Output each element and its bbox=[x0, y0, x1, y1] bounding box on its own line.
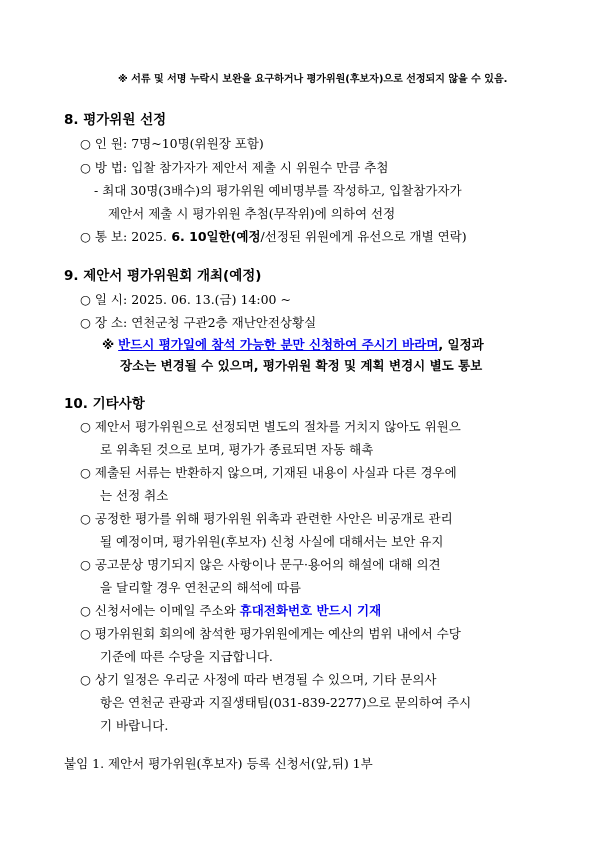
sec9-warning-line-1 bbox=[102, 335, 484, 353]
sec8-method-detail-1: - 최대 30명(3배수)의 평가위원 예비명부를 작성하고, 입찰참가자가 bbox=[94, 183, 462, 198]
sec8-members: ○ 인 원: 7명~10명(위원장 포함) bbox=[80, 136, 264, 151]
sec10-item-2-line-2: 는 선정 취소 bbox=[100, 488, 169, 503]
sec8-method: ○ 방 법: 입찰 참가자가 제안서 제출 시 위원수 만큼 추첨 bbox=[80, 160, 389, 175]
sec10-item-7-line-1: ○ 상기 일정은 우리군 사정에 따라 변경될 수 있으며, 기타 문의사 bbox=[80, 672, 437, 687]
sec10-item-5-highlight: 휴대전화번호 반드시 기재 bbox=[239, 603, 382, 618]
sec9-datetime: ○ 일 시: 2025. 06. 13.(금) 14:00 ~ bbox=[80, 292, 291, 307]
attachment-line: 붙임 1. 제안서 평가위원(후보자) 등록 신청서(앞,뒤) 1부 bbox=[64, 756, 373, 771]
sec10-item-4-line-1: ○ 공고문상 명기되지 않은 사항이나 문구·용어의 해설에 대해 의견 bbox=[80, 557, 441, 572]
section-10-title: 10. 기타사항 bbox=[64, 396, 145, 412]
sec9-location: ○ 장 소: 연천군청 구관2층 재난안전상황실 bbox=[80, 315, 317, 330]
sec10-item-4-line-2: 을 달리할 경우 연천군의 해석에 따름 bbox=[100, 580, 301, 595]
section-9-title: 9. 제안서 평가위원회 개최(예정) bbox=[64, 268, 262, 284]
sec10-item-7-line-3: 기 바랍니다. bbox=[100, 718, 169, 733]
sec10-item-2-line-1: ○ 제출된 서류는 반환하지 않으며, 기재된 내용이 사실과 다른 경우에 bbox=[80, 465, 457, 480]
sec8-notify bbox=[80, 227, 467, 245]
warning-rest-1: , 일정과 bbox=[438, 337, 484, 352]
sec10-item-1-line-1: ○ 제안서 평가위원으로 선정되면 별도의 절차를 거치지 않아도 위원으 bbox=[80, 419, 461, 434]
sec8-method-detail-2: 제안서 제출 시 평가위원 추첨(무작위)에 의하여 선정 bbox=[108, 206, 396, 221]
warning-highlight: 반드시 평가일에 참석 가능한 분만 신청하여 주시기 바라며 bbox=[118, 337, 439, 352]
sec8-notify-post: /선정된 위원에게 유선으로 개별 연락) bbox=[260, 229, 467, 244]
sec10-item-5 bbox=[80, 601, 381, 619]
sec9-warning-line-2: 장소는 변경될 수 있으며, 평가위원 확정 및 계획 변경시 별도 통보 bbox=[120, 358, 483, 373]
sec8-notify-date: 6. 10일한(예정 bbox=[166, 229, 261, 244]
sec10-item-6-line-2: 기준에 따른 수당을 지급합니다. bbox=[100, 649, 273, 664]
sec10-item-3-line-2: 될 예정이며, 평가위원(후보자) 신청 사실에 대해서는 보안 유지 bbox=[100, 534, 444, 549]
section-8-title: 8. 평가위원 선정 bbox=[64, 112, 167, 128]
sec10-item-1-line-2: 로 위촉된 것으로 보며, 평가가 종료되면 자동 해촉 bbox=[100, 442, 374, 457]
sec10-item-5-pre: ○ 신청서에는 이메일 주소와 bbox=[80, 603, 240, 618]
sec8-notify-pre: ○ 통 보: 2025. bbox=[80, 229, 167, 244]
warning-mark: ※ bbox=[102, 337, 115, 352]
sec10-item-3-line-1: ○ 공정한 평가를 위해 평가위원 위촉과 관련한 사안은 비공개로 관리 bbox=[80, 511, 453, 526]
notice-text: ※ 서류 및 서명 누락시 보완을 요구하거나 평가위원(후보자)으로 선정되지 않을 수 있음. bbox=[118, 74, 508, 85]
sec10-item-6-line-1: ○ 평가위원회 회의에 참석한 평가위원에게는 예산의 범위 내에서 수당 bbox=[80, 626, 461, 641]
sec10-item-7-line-2: 항은 연천군 관광과 지질생태팀(031-839-2277)으로 문의하여 주시 bbox=[100, 695, 472, 710]
